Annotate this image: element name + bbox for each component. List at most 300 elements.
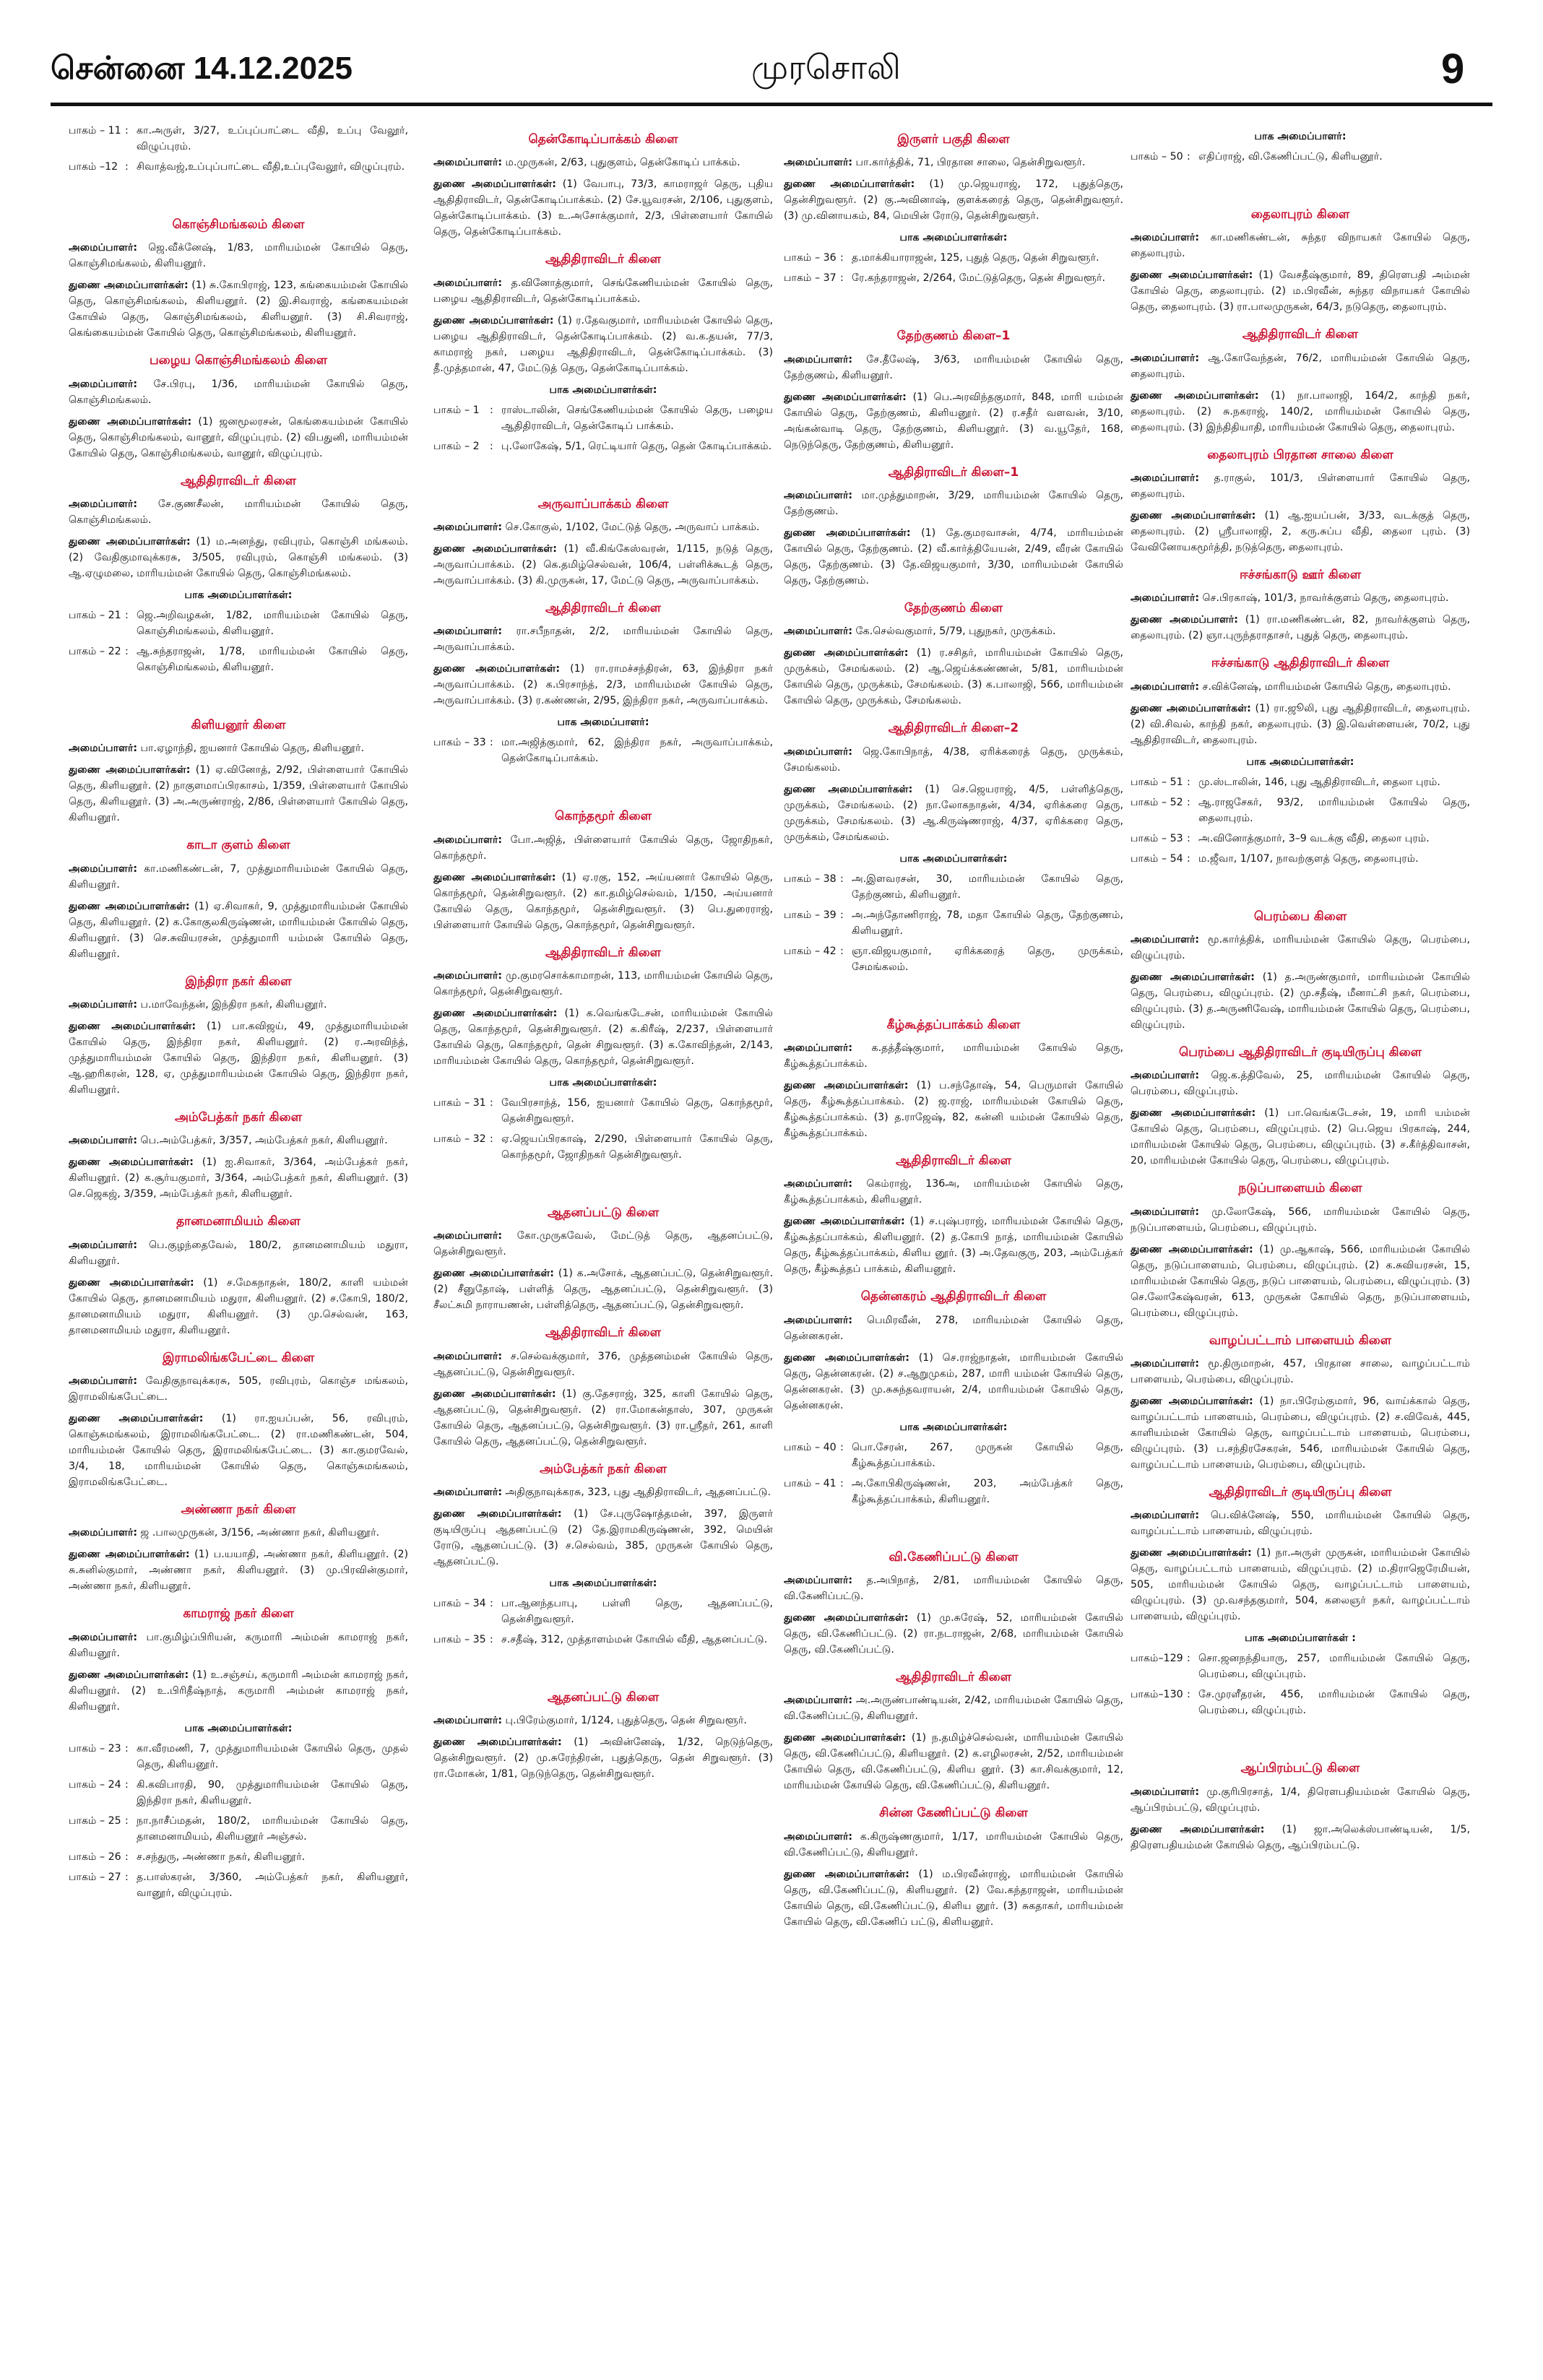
masthead bbox=[0, 0, 1543, 108]
booth-member: கா.வீரமணி, 7, முத்துமாரியம்மன் கோயில் தெரு, முதல் தெரு, கிளியனூர். bbox=[137, 1742, 408, 1770]
role-label: அமைப்பாளர்: bbox=[69, 999, 138, 1011]
booth-number: பாகம் – 50 bbox=[1131, 151, 1183, 163]
member-details: (1) அவின்னேஷ், 1/32, நெடுந்தெரு, தென்சிறுவளூர். (2) மு.சுரேந்திரன், புதுத்தெரு, தென் சிறுவளூர். (3) ரா.மோகன், 1/81, நெடுந்தெரு, தென்சிறுவளூர். bbox=[433, 1736, 773, 1780]
branch-heading: அண்ணா நகர் கிளை bbox=[181, 1502, 296, 1518]
branch-heading: ஆதிதிராவிடர் கிளை bbox=[545, 601, 662, 616]
booth-member: மு.ஸ்டாலின், 146, புது ஆதிதிராவிடர், தைலா புரம். bbox=[1198, 776, 1440, 788]
member-details: அ.அருண்பாண்டியன், 2/42, மாரியம்மன் கோயில் தெரு, வி.கேணிப்பட்டு, கிளியனூர். bbox=[784, 1695, 1123, 1723]
member-entry bbox=[1131, 932, 1470, 964]
member-details: (1) நா.அருள் முருகன், மாரியம்மன் கோயில் தெரு, வாழப்பட்டாம் பாளையம், விழுப்புரம். (2) ம.திராஜெரேமியன், 505, மாரியம்மன் கோயில் தெரு, வாழப்பட்டாம் பாளையம், விழுப்புரம். (3) மு.வசந்தகுமார், 504, கலைஞர் நகர், வாழப்பட்டாம் பாளையம், விழுப்புரம். bbox=[1131, 1547, 1470, 1623]
member-details: (1) ர.சசிதர், மாரியம்மன் கோயில் தெரு, முருக்கம், சேமங்கலம். (2) ஆ.ஜெய்க்கண்ணன், 5/81, மாரியம்மன் கோயில் தெரு, முருக்கம், சேமங்கலம். (3) க.பாலாஜி, 566, மாரியம்மன் கோயில் தெரு, முருக்கம், சேமங்கலம். bbox=[784, 647, 1123, 707]
booth-row bbox=[1131, 831, 1470, 847]
member-details: கா.மணிகண்டன், 7, முத்துமாரியம்மன் கோயில் தெரு, கிளியனூர். bbox=[69, 862, 408, 891]
booth-subheading: பாக அமைப்பாளர்கள்: bbox=[184, 589, 293, 602]
member-entry bbox=[433, 1713, 773, 1728]
booth-number: பாகம் – 23 bbox=[69, 1742, 121, 1754]
role-label: அமைப்பாளர்: bbox=[784, 626, 853, 638]
colon-separator: : bbox=[490, 1097, 493, 1109]
booth-subheading: பாக அமைப்பாளர்கள்: bbox=[549, 384, 657, 396]
role-label: துணை அமைப்பாளர்கள்: bbox=[69, 900, 190, 912]
booth-row bbox=[433, 1131, 773, 1163]
booth-number: பாகம் – 25 bbox=[69, 1814, 121, 1827]
branch-section bbox=[784, 130, 1123, 286]
member-details: ஜெ.வீக்னேஷ், 1/83, மாரியம்மன் கோயில் தெரு, கொஞ்சிமங்கலம், கிளியனூர். bbox=[69, 242, 408, 270]
booth-member: ஏ.ஜெயப்பிரகாஷ், 2/290, பிள்ளையார் கோயில் தெரு, கொந்தமூர், ஜோதிநகர் தென்சிறுவளூர். bbox=[501, 1133, 773, 1161]
member-entry bbox=[433, 1506, 773, 1570]
member-details: (1) வீ.கிங்கேஸ்வரன், 1/115, நடுத் தெரு, அருவாப்பாக்கம். (2) கெ.தமிழ்செல்வன், 106/4, பள்ளிக்கூடத் தெரு, அருவாப்பாக்கம். (3) கி.முருகன், 17, மேட்டு தெரு, அருவாப்பாக்கம். bbox=[433, 543, 773, 587]
booth-row bbox=[433, 402, 773, 434]
member-details: (1) ரா.ஜூலி, புது ஆதிதிராவிடர், தைலாபுரம். (2) வி.சிவல், காந்தி நகர், தைலாபுரம். (3) இ.வெள்ளையன், 70/2, புது ஆதிதிராவிடர், தைலாபுரம். bbox=[1131, 702, 1470, 746]
branch-section bbox=[433, 807, 773, 932]
member-entry bbox=[433, 1386, 773, 1450]
colon-separator: : bbox=[125, 646, 129, 658]
member-details: (1) ரா.ராமச்சந்திரன், 63, இந்திரா நகர் அருவாப்பாக்கம். (2) க.பிரசாந்த், 2/3, மாரியம்மன் கோயில் தெரு, அருவாப்பாக்கம். (3) ர.கண்ணன், 2/95, இந்திரா நகர், அருவாப்பாக்கம். bbox=[433, 663, 773, 707]
member-details: (1) ஜனமூலரசன், கெங்கையம்மன் கோயில் தெரு, கொஞ்சிமங்கலம், வானூர், விழுப்புரம். (2) விபதுனி, மாரியம்மன் கோயில் தெரு, கொஞ்சிமங்கலம், வானூர், விழுப்புரம். bbox=[69, 415, 408, 459]
column-1 bbox=[69, 123, 408, 2369]
booth-member: த.பாஸ்கரன், 3/360, அம்பேத்கர் நகர், கிளியனூர், வானூர், விழுப்புரம். bbox=[137, 1871, 408, 1899]
role-label: துணை அமைப்பாளர்கள்: bbox=[1131, 389, 1259, 402]
role-label: துணை அமைப்பாளர்கள்: bbox=[1131, 1823, 1265, 1835]
branch-heading: தைலாபுரம் கிளை bbox=[1250, 207, 1350, 222]
role-label: அமைப்பாளர்: bbox=[69, 378, 138, 390]
booth-number: பாகம் – 52 bbox=[1131, 796, 1183, 808]
member-details: கெம்ராஜ், 136அ, மாரியம்மன் கோயில் தெரு, கீழ்கூத்தப்பாக்கம், கிளியனூர். bbox=[784, 1178, 1123, 1206]
member-entry bbox=[1131, 1068, 1470, 1099]
member-details: மா.முத்துமாறன், 3/29, மாரியம்மன் கோயில் தெரு, தேற்குணம். bbox=[784, 490, 1123, 518]
member-details: (1) ரா.ஐயப்பன், 56, ரவிபுரம், கொஞ்சுமங்கலம், இராமலிங்கபேட்டை. (2) ரா.மணிகண்டன், 504, மாரியம்மன் கோயில் தெரு, இராமலிங்கபேட்டை. (3) கா.குமரவேல், 3/4, 18, மாரியம்மன் கோயில் தெரு, கொஞ்சுமங்கலம், இராமலிங்கபேட்டை. bbox=[69, 1413, 408, 1489]
branch-section bbox=[433, 495, 773, 589]
booth-number: பாகம் – 39 bbox=[784, 909, 837, 921]
booth-row bbox=[784, 907, 1123, 939]
role-label: துணை அமைப்பாளர்கள்: bbox=[69, 1156, 194, 1169]
role-label: அமைப்பாளர்: bbox=[1131, 680, 1200, 693]
member-details: (1) மு.ஜெயராஜ், 172, புதுத்தெரு, தென்சிறுவளூர். (2) கு.அவினாஷ், குளக்கரைத் தெரு, தென்சிறுவளூர். (3) மு.வினாயகம், 84, மெயின் ரோடு, தென்சிறுவளூர். bbox=[784, 178, 1123, 222]
role-label: அமைப்பாளர்: bbox=[1131, 1786, 1200, 1798]
role-label: துணை அமைப்பாளர்கள்: bbox=[1131, 1547, 1252, 1559]
booth-member: ரே.கந்தராஜன், 2/264, மேட்டுத்தெரு, தென் சிறுவளூர். bbox=[852, 272, 1105, 285]
member-details: மு.லோகேஷ், 566, மாரியம்மன் கோயில் தெரு, நடுப்பாளையம், பெரம்பை, விழுப்புரம். bbox=[1131, 1206, 1470, 1234]
member-entry bbox=[433, 968, 773, 1000]
role-label: அமைப்பாளர்: bbox=[69, 1135, 138, 1147]
role-label: அமைப்பாளர்: bbox=[1131, 472, 1200, 485]
member-entry bbox=[784, 1176, 1123, 1208]
member-details: (1) நா.பிரேம்குமார், 96, வாய்க்கால் தெரு, வாழப்பட்டாம் பாளையம், பெரம்பை, விழுப்புரம். (2) ச.விவேக், 445, காளியம்மன் கோயில் தெரு, வாழப்பட்டாம் பாளையம், பெரம்பை, விழுப்புரம். (3) ப.சந்திரசேகரன், 546, மாரியம்மன் கோயில் தெரு, வாழப்பட்டாம் பாளையம், பெரம்பை, விழுப்புரம். bbox=[1131, 1395, 1470, 1471]
member-entry bbox=[69, 414, 408, 462]
branch-heading: பெரம்பை கிளை bbox=[1253, 909, 1347, 924]
booth-member: சொ.ஜனநந்தியாரு, 257, மாரியம்மன் கோயில் தெரு, பெரம்பை, விழுப்புரம். bbox=[1198, 1653, 1470, 1681]
column-2 bbox=[433, 123, 773, 2369]
colon-separator: : bbox=[840, 909, 844, 921]
member-entry bbox=[1131, 1105, 1470, 1169]
colon-separator: : bbox=[125, 1742, 129, 1754]
member-details: (1) ஏ.ரகு, 152, அய்யனார் கோயில் தெரு, கொந்தமூர், தென்சிறுவளூர். (2) கா.தமிழ்செல்வம், 1/150, அய்யனார் கோயில் தெரு, கொந்தமூர், தென்சிறுவளூர். (3) பெ.துரைராஜ், பிள்ளையார் கோயில் தெரு, கொந்தமூர், தென்சிறுவளூர். bbox=[433, 871, 773, 931]
role-label: துணை அமைப்பாளர்கள்: bbox=[1131, 972, 1255, 984]
booth-row bbox=[1131, 795, 1470, 826]
booth-number: பாகம் – 54 bbox=[1131, 852, 1183, 865]
branch-section bbox=[69, 1349, 408, 1490]
branch-heading: ஆதிதிராவிடர் கிளை bbox=[545, 945, 662, 960]
member-details: பு.பிரேம்குமார், 1/124, புதுத்தெரு, தென் சிறுவளூர். bbox=[505, 1715, 747, 1727]
booth-number: பாகம் – 1 bbox=[433, 404, 480, 416]
member-entry bbox=[69, 1411, 408, 1490]
role-label: துணை அமைப்பாளர்கள்: bbox=[69, 280, 189, 292]
member-entry bbox=[69, 1154, 408, 1202]
role-label: துணை அமைப்பாளர்கள்: bbox=[784, 1080, 909, 1092]
member-entry bbox=[784, 623, 1123, 639]
member-entry bbox=[1131, 701, 1470, 748]
member-details: சே.பிரபு, 1/36, மாரியம்மன் கோயில் தெரு, கொஞ்சிமங்கலம். bbox=[69, 378, 408, 406]
member-details: (1) ஐ.சிவாகர், 3/364, அம்பேத்கர் நகர், கிளியனூர். (2) க.சூர்யகுமார், 3/364, அம்பேத்கர் நகர், கிளியனூர். (3) செ.ஜெகஜ், 3/359, அம்பேத்கர் நகர், கிளியனூர். bbox=[69, 1156, 408, 1200]
booth-number: பாகம் – 35 bbox=[433, 1634, 486, 1646]
booth-number: பாகம் – 11 bbox=[69, 125, 121, 137]
colon-separator: : bbox=[125, 610, 129, 622]
booth-row bbox=[433, 735, 773, 766]
role-label: அமைப்பாளர்: bbox=[433, 626, 503, 638]
branch-heading: தைலாபுரம் பிரதான சாலை கிளை bbox=[1207, 447, 1393, 462]
role-label: அமைப்பாளர்: bbox=[433, 970, 503, 982]
member-details: (1) ப.சந்தோஷ், 54, பெருமாள் கோயில் தெரு, கீழ்கூத்தப்பாக்கம். (2) ஜ.ராஜ், மாரியம்மன் கோயில் தெரு, கீழ்கூத்தப்பாக்கம். (3) த.ராஜேஷ், 82, கன்னி யம்மன் கோயில் தெரு, கீழ்கூத்தப்பாக்கம். bbox=[784, 1080, 1123, 1140]
booth-number: பாகம் – 22 bbox=[69, 646, 121, 658]
booth-row bbox=[69, 1741, 408, 1773]
member-entry bbox=[69, 1630, 408, 1661]
role-label: துணை அமைப்பாளர்கள்: bbox=[69, 1276, 194, 1289]
branch-section bbox=[69, 972, 408, 1098]
role-label: அமைப்பாளர்: bbox=[69, 1239, 138, 1251]
member-details: (1) ப.யயாதி, அண்ணா நகர், கிளியனூர். (2) சு.சுனில்குமார், அண்ணா நகர், கிளியனூர். (3) மு.பிரவின்குமார், அண்ணா நகர், கிளியனூர். bbox=[69, 1549, 408, 1593]
role-label: துணை அமைப்பாளர்கள்: bbox=[784, 527, 911, 540]
booth-number: பாகம் – 21 bbox=[69, 610, 121, 622]
booth-row bbox=[1131, 1650, 1470, 1682]
member-entry bbox=[1131, 969, 1470, 1033]
member-details: பெ.குழந்தைவேல், 180/2, தானமனாமியம் மதுரா, கிளியனூர். bbox=[69, 1239, 408, 1267]
branch-heading: தானமனாமியம் கிளை bbox=[176, 1214, 301, 1229]
member-entry bbox=[784, 1078, 1123, 1141]
role-label: துணை அமைப்பாளர்கள்: bbox=[433, 1508, 562, 1520]
booth-member: பொ.சேரன், 267, முருகன் கோயில் தெரு, கீழ்கூத்தப்பாக்கம். bbox=[852, 1441, 1123, 1469]
member-entry bbox=[784, 1312, 1123, 1344]
branch-section bbox=[433, 130, 773, 240]
issue-date: சென்னை 14.12.2025 bbox=[51, 51, 353, 86]
branch-section bbox=[1131, 1759, 1470, 1853]
booth-member: அ.கோபிகிருஷ்ணன், 203, அம்பேத்கர் தெரு, கீழ்கூத்தப்பாக்கம், கிளியனூர். bbox=[852, 1477, 1123, 1505]
member-entry bbox=[69, 1546, 408, 1594]
branch-section bbox=[1131, 205, 1470, 315]
role-label: துணை அமைப்பாளர்கள்: bbox=[69, 1549, 190, 1561]
branch-section bbox=[784, 326, 1123, 452]
role-label: துணை அமைப்பாளர்கள்: bbox=[1131, 510, 1256, 522]
member-details: அதிகுநாவுக்கரசு, 323, புது ஆதிதிராவிடர், ஆதனப்பட்டு. bbox=[505, 1487, 772, 1499]
booth-row bbox=[784, 250, 1123, 266]
column-4 bbox=[1131, 123, 1470, 2369]
booth-number: பாகம் – 31 bbox=[433, 1097, 486, 1109]
member-details: ஆ.கோவேந்தன், 76/2, மாரியம்மன் கோயில் தெரு, தைலாபுரம். bbox=[1131, 352, 1470, 380]
member-details: (1) தே.குமரவாசன், 4/74, மாரியம்மன் கோயில் தெரு, தேற்குணம். (2) வீ.கார்த்தியேயன், 2/49, வீரன் கோயில் தெரு, தேற்குணம். (3) தே.விஜயகுமார், 3/30, மாரியம்மன் கோயில் தெரு, தேற்குணம். bbox=[784, 527, 1123, 587]
colon-separator: : bbox=[125, 125, 129, 137]
branch-section bbox=[784, 719, 1123, 974]
member-entry bbox=[69, 1133, 408, 1148]
member-entry bbox=[784, 744, 1123, 776]
booth-member: ஞா.விஜயகுமார், ஏரிக்கரைத் தெரு, முருக்கம், சேமங்கலம். bbox=[852, 945, 1123, 973]
member-details: (1) வேசதீஷ்குமார், 89, திரௌபதி அம்மன் கோயில் தெரு, தைலாபுரம். (2) ம.பிரவீன், சுந்தர விநாயகர் கோயில் தெரு, தைலாபுரம். (3) ரா.பாலமுருகன், 64/3, நடுதெரு, தைலாபுரம். bbox=[1131, 269, 1470, 313]
role-label: துணை அமைப்பாளர்கள்: bbox=[784, 391, 907, 403]
role-label: அமைப்பாளர்: bbox=[1131, 934, 1200, 946]
branch-heading: வி.கேணிப்பட்டு கிளை bbox=[889, 1549, 1019, 1565]
branch-section bbox=[1131, 325, 1470, 435]
member-details: (1) க.அசோக், ஆதனப்பட்டு, தென்சிறுவளூர். (2) சீனுதோஷ், பள்ளித் தெரு, ஆதனப்பட்டு, தென்சிறுவளூர். (3) சீலட்சுமி நாராயணன், பள்ளித்தெரு, ஆதனப்பட்டு, தென்சிறுவளூர். bbox=[433, 1268, 773, 1312]
branch-heading: ஆதனப்பட்டு கிளை bbox=[547, 1690, 660, 1705]
member-entry bbox=[433, 1005, 773, 1069]
colon-separator: : bbox=[490, 1634, 493, 1646]
member-entry bbox=[1131, 1784, 1470, 1816]
colon-separator: : bbox=[840, 252, 844, 264]
member-entry bbox=[1131, 388, 1470, 436]
colon-separator: : bbox=[125, 1851, 129, 1863]
booth-subheading: பாக அமைப்பாளர்கள்: bbox=[549, 1077, 657, 1089]
booth-member: பா.ஆனந்தபாபு, பள்ளி தெரு, ஆதனப்பட்டு, தென்சிறுவளூர். bbox=[501, 1598, 773, 1626]
member-entry bbox=[69, 740, 408, 756]
member-entry bbox=[784, 1350, 1123, 1414]
branch-section bbox=[69, 716, 408, 826]
branch-heading: அருவாப்பாக்கம் கிளை bbox=[537, 496, 669, 511]
colon-separator: : bbox=[840, 1441, 844, 1453]
member-details: செ.கோகுல், 1/102, மேட்டுத் தெரு, அருவாப் பாக்கம். bbox=[505, 522, 760, 534]
member-entry bbox=[1131, 1545, 1470, 1624]
member-entry bbox=[433, 661, 773, 709]
booth-number: பாகம் – 26 bbox=[69, 1851, 121, 1863]
member-details: (1) பா.வெங்கடேசன், 19, மாரி யம்மன் கோயில் தெரு, பெரம்பை, விழுப்புரம். (2) பெ.ஜெய பிரகாஷ், 244, மாரியம்மன் கோயில் தெரு, பெரம்பை, விழுப்புரம். (3) ச.கீர்த்திவாசன், 20, மாரியம்மன் கோயில் தெரு, பெரம்பை, விழுப்புரம். bbox=[1131, 1107, 1470, 1167]
booth-row bbox=[784, 871, 1123, 903]
branch-section bbox=[69, 123, 408, 175]
member-details: பெ.அம்பேத்கர், 3/357, அம்பேத்கர் நகர், கிளியனூர். bbox=[140, 1135, 388, 1147]
colon-separator: : bbox=[1187, 151, 1190, 163]
branch-heading: ஆதிதிராவிடர் கிளை bbox=[545, 252, 662, 267]
member-entry bbox=[433, 1265, 773, 1313]
role-label: அமைப்பாளர்: bbox=[784, 157, 853, 169]
member-entry bbox=[784, 525, 1123, 589]
branch-section bbox=[433, 1203, 773, 1313]
booth-number: பாகம் – 51 bbox=[1131, 776, 1183, 788]
role-label: அமைப்பாளர்: bbox=[1131, 1358, 1200, 1370]
member-details: (1) சு.கோபிராஜ், 123, கங்கையம்மன் கோயில் தெரு, கொஞ்சிமங்கலம், கிளியனூர். (2) இ.சிவராஜ், கங்கையம்மன் கோயில் தெரு, கொஞ்சிமங்கலம், கிளியனூர். (3) சி.சிவராஜ், கெங்கையம்மன் கோயில் தெரு, கொஞ்சிமங்கலம், கிளியனூர். bbox=[69, 280, 408, 339]
colon-separator: : bbox=[1187, 1689, 1190, 1701]
member-entry bbox=[69, 899, 408, 962]
member-details: (1) உ.சஞ்சய், கருமாரி அம்மன் காமராஜ் நகர், கிளியனூர். (2) உ.பிரிதீஷ்நாத், கருமாரி அம்மன் காமராஜ் நகர், கிளியனூர். bbox=[69, 1669, 408, 1713]
role-label: அமைப்பாளர்: bbox=[784, 1830, 853, 1843]
member-details: பா.ஏழாந்தி, ஐயனார் கோயில் தெரு, கிளியனூர். bbox=[140, 743, 365, 755]
booth-number: பாகம் – 38 bbox=[784, 873, 837, 885]
role-label: துணை அமைப்பாளர்கள்: bbox=[1131, 1395, 1253, 1408]
member-details: கா.மணிகண்டன், சுந்தர விநாயகர் கோயில் தெரு, தைலாபுரம். bbox=[1131, 232, 1470, 260]
colon-separator: : bbox=[1187, 832, 1190, 844]
colon-separator: : bbox=[490, 1598, 493, 1610]
role-label: அமைப்பாளர்: bbox=[433, 1715, 503, 1727]
member-entry bbox=[69, 1525, 408, 1541]
member-details: ப.மாவேந்தன், இந்திரா நகர், கிளியனூர். bbox=[140, 999, 327, 1011]
branch-section bbox=[1131, 446, 1470, 555]
booth-number: பாகம் – 34 bbox=[433, 1598, 486, 1610]
role-label: அமைப்பாளர்: bbox=[1131, 1070, 1200, 1082]
member-details: (1) சே.புருஷோத்தமன், 397, இருளர் குடியிருப்பு ஆதனப்பட்டு (2) தே.இராமகிருஷ்ணன், 392, மெயின் ரோடு, ஆதனப்பட்டு. (3) ச.செல்வம், 385, முருகன் கோயில் தெரு, ஆதனப்பட்டு. bbox=[433, 1508, 773, 1568]
colon-separator: : bbox=[1187, 852, 1190, 865]
role-label: துணை அமைப்பாளர்கள்: bbox=[69, 1669, 189, 1681]
branch-heading: இராமலிங்கபேட்டை கிளை bbox=[162, 1350, 315, 1365]
role-label: துணை அமைப்பாளர்கள்: bbox=[433, 1268, 554, 1280]
branch-section bbox=[69, 351, 408, 461]
role-label: அமைப்பாளர்: bbox=[69, 1375, 138, 1388]
role-label: துணை அமைப்பாளர்கள்: bbox=[784, 1351, 909, 1364]
member-entry bbox=[784, 1610, 1123, 1658]
branch-section bbox=[1131, 1331, 1470, 1473]
colon-separator: : bbox=[125, 1814, 129, 1827]
branch-heading: கிளியனூர் கிளை bbox=[191, 718, 286, 733]
role-label: அமைப்பாளர்: bbox=[784, 1695, 853, 1707]
booth-number: பாகம் – 42 bbox=[784, 945, 837, 957]
role-label: அமைப்பாளர்: bbox=[784, 1314, 853, 1326]
booth-member: ச.சந்துரு, அண்ணா நகர், கிளியனூர். bbox=[137, 1851, 306, 1863]
role-label: துணை அமைப்பாளர்கள்: bbox=[1131, 1107, 1256, 1120]
branch-section bbox=[433, 943, 773, 1163]
booth-member: கா.அருள், 3/27, உப்புப்பாட்டை வீதி, உப்பு வேலூர், விழுப்புரம். bbox=[137, 125, 408, 152]
page-number: 9 bbox=[1441, 46, 1465, 92]
role-label: துணை அமைப்பாளர்கள்: bbox=[69, 415, 192, 428]
branch-heading: அம்பேத்கர் நகர் கிளை bbox=[175, 1110, 302, 1125]
member-details: க.தத்தீஷ்குமார், மாரியம்மன் கோயில் தெரு, கீழ்கூத்தப்பாக்கம். bbox=[784, 1042, 1123, 1070]
role-label: துணை அமைப்பாளர்கள்: bbox=[433, 1388, 556, 1400]
booth-member: நா.நாசீப்மதன், 180/2, மாரியம்மன் கோயில் தெரு, தானமனாமியம், கிளியனூர் அஞ்சல். bbox=[137, 1814, 408, 1843]
member-details: மு.குமரசொக்காமாறன், 113, மாரியம்மன் கோயில் தெரு, கொந்தமூர், தென்சிறுவளூர். bbox=[433, 970, 773, 998]
member-details: செ.பிரகாஷ், 101/3, நாவர்க்குளம் தெரு, தைலாபுரம். bbox=[1202, 592, 1449, 605]
role-label: அமைப்பாளர்: bbox=[433, 1350, 503, 1362]
member-details: (1) ம.அனந்து, ரவிபுரம், கொஞ்சி மங்கலம். (2) வேதிகுமாவுக்கரசு, 3/505, ரவிபுரம், கொஞ்சி மங்கலம். (3) ஆ.ஏழுமலை, மாரியம்மன் கோயில் தெரு, கொஞ்சிமங்கலம். bbox=[69, 536, 408, 580]
branch-heading: ஈச்சங்காடு ஊர் கிளை bbox=[1239, 568, 1362, 583]
branch-section bbox=[784, 463, 1123, 589]
member-entry bbox=[69, 1373, 408, 1405]
role-label: துணை அமைப்பாளர்கள்: bbox=[433, 871, 556, 883]
colon-separator: : bbox=[490, 737, 493, 749]
booth-row bbox=[433, 1632, 773, 1648]
role-label: அமைப்பாளர்: bbox=[69, 1631, 138, 1643]
booth-row bbox=[784, 270, 1123, 286]
role-label: துணை அமைப்பாளர்கள்: bbox=[69, 536, 191, 548]
role-label: அமைப்பாளர்: bbox=[784, 353, 853, 365]
booth-row bbox=[784, 1440, 1123, 1471]
branch-section bbox=[784, 599, 1123, 709]
branch-section bbox=[784, 1668, 1123, 1793]
booth-row bbox=[433, 1095, 773, 1127]
booth-member: ஜெ.அறிவழகன், 1/82, மாரியம்மன் கோயில் தெரு, கொஞ்சிமங்கலம், கிளியனூர். bbox=[137, 610, 408, 638]
member-details: ஜ .பாலமுருகன், 3/156, அண்ணா நகர், கிளியனூர். bbox=[140, 1527, 380, 1539]
member-entry bbox=[784, 1040, 1123, 1072]
booth-number: பாகம் – 40 bbox=[784, 1441, 837, 1453]
colon-separator: : bbox=[840, 945, 844, 957]
member-details: பெமிரவீன், 278, மாரியம்மன் கோயில் தெரு, தென்னகரன். bbox=[784, 1314, 1123, 1342]
role-label: துணை அமைப்பாளர்கள்: bbox=[784, 1612, 909, 1624]
role-label: துணை அமைப்பாளர்கள்: bbox=[784, 783, 913, 795]
colon-separator: : bbox=[125, 1871, 129, 1883]
member-entry bbox=[433, 623, 773, 655]
role-label: துணை அமைப்பாளர்கள்: bbox=[433, 543, 557, 555]
member-details: (1) மு.சுரேஷ், 52, மாரியம்மன் கோயில் தெரு, வி.கேணிப்பட்டு. (2) ரா.நடராஜன், 2/68, மாரியம்மன் கோயில் தெரு, வி.கேணிப்பட்டு. bbox=[784, 1612, 1123, 1656]
member-details: ஜெ.க.த்திவேல், 25, மாரியம்மன் கோயில் தெரு, பெரம்பை, விழுப்புரம். bbox=[1131, 1070, 1470, 1098]
branch-section bbox=[69, 1604, 408, 1900]
member-entry bbox=[433, 519, 773, 535]
member-details: த.ராகுல், 101/3, பிள்ளையார் கோயில் தெரு, தைலாபுரம். bbox=[1131, 472, 1470, 501]
member-details: ச.விக்னேஷ், மாரியம்மன் கோயில் தெரு, தைலாபுரம். bbox=[1202, 680, 1451, 693]
branch-section bbox=[784, 1548, 1123, 1658]
booth-member: பு.லோகேஷ், 5/1, ரெட்டியார் தெரு, தென் கோடிப்பாக்கம். bbox=[501, 440, 772, 452]
role-label: துணை அமைப்பாளர்: bbox=[1131, 614, 1238, 626]
role-label: அமைப்பாளர்: bbox=[784, 1178, 853, 1190]
booth-row bbox=[69, 1869, 408, 1901]
branch-heading: இருளர் பகுதி கிளை bbox=[897, 132, 1010, 147]
booth-member: கி.கவிபாரதி, 90, முத்துமாரியம்மன் கோயில் தெரு, இந்திரா நகர், கிளியனூர். bbox=[137, 1778, 408, 1806]
branch-heading: கொந்தமூர் கிளை bbox=[555, 809, 652, 824]
member-entry bbox=[69, 997, 408, 1013]
member-details: ச.செல்வக்குமார், 376, முத்தனம்மன் கோயில் தெரு, ஆதனப்பட்டு, தென்சிறுவளூர். bbox=[433, 1350, 773, 1378]
member-entry bbox=[784, 488, 1123, 519]
booth-number: பாகம் – 33 bbox=[433, 737, 486, 749]
colon-separator: : bbox=[125, 161, 129, 173]
booth-member: சே.முரளீதரன், 456, மாரியம்மன் கோயில் தெரு, பெரம்பை, விழுப்புரம். bbox=[1198, 1689, 1470, 1717]
member-details: சே.குணசீலன், மாரியம்மன் கோயில் தெரு, கொஞ்சிமங்கலம். bbox=[69, 498, 408, 527]
colon-separator: : bbox=[840, 873, 844, 885]
booth-row bbox=[1131, 851, 1470, 867]
booth-number: பாகம் – 27 bbox=[69, 1871, 121, 1883]
member-entry bbox=[433, 832, 773, 864]
role-label: துணை அமைப்பாளர்கள்: bbox=[433, 1008, 558, 1020]
member-entry bbox=[433, 541, 773, 589]
member-details: ம.முருகன், 2/63, புதுகுளம், தென்கோடிப் பாக்கம். bbox=[505, 157, 740, 169]
member-entry bbox=[1131, 230, 1470, 261]
colon-separator: : bbox=[1187, 1653, 1190, 1665]
booth-member: ம.ஜீவா, 1/107, நாவற்குளத் தெரு, தைலாபுரம். bbox=[1198, 852, 1419, 865]
role-label: துணை அமைப்பாளர்கள்: bbox=[69, 764, 191, 776]
branch-section bbox=[1131, 1179, 1470, 1320]
member-details: (1) ஏ.சிவாகர், 9, முத்துமாரியம்மன் கோயில் தெரு, கிளியனூர். (2) க.கோகுலகிருஷ்ணன், மாரியம்மன் கோயில் தெரு, கிளியனூர். (3) செ.சுவியரசன், முத்துமாரி யம்மன் கோயில் தெரு, கிளியனூர். bbox=[69, 900, 408, 960]
role-label: அமைப்பாளர்: bbox=[433, 834, 503, 846]
member-details: க.கிருஷ்ணகுமார், 1/17, மாரியம்மன் கோயில் தெரு, வி.கேணிப்பட்டு, கிளியனூர். bbox=[784, 1830, 1123, 1858]
branch-heading: ஆதிதிராவிடர் கிளை bbox=[180, 473, 297, 488]
member-details: (1) பா.கவிஜய், 49, முத்துமாரியம்மன் கோயில் தெரு, இந்திரா நகர், கிளியனூர். (2) ர.அரவிந்த், முத்துமாரியம்மன் கோயில் தெரு, இந்திரா நகர், கிளியனூர். (3) ஆ.ஹரிகரன், 128, ஏ, முத்துமாரியம்மன் கோயில் தெரு, இந்திரா நகர், கிளியனூர். bbox=[69, 1021, 408, 1096]
booth-member: ஆ.ராஜசேகர், 93/2, மாரியம்மன் கோயில் தெரு, தைலாபுரம். bbox=[1198, 796, 1470, 824]
member-details: (1) க.வெங்கடேசன், மாரியம்மன் கோயில் தெரு, கொந்தமூர், தென்சிறுவளூர். (2) க.கிரீஷ், 2/237, பிள்ளையார் கோயில் தெரு, கொந்தமூர், தென் சிறுவளூர். (3) க.கோவிந்தன், 2/143, மாரியம்மன் கோயில் தெரு, கொந்தமூர், தென்சிறுவளூர். bbox=[433, 1008, 773, 1068]
member-details: பா.குமிழ்ப்பிரியன், கருமாரி அம்மன் காமராஜ் நகர், கிளியனூர். bbox=[69, 1631, 408, 1659]
member-details: த.வினோத்குமார், செங்கேணியம்மன் கோயில் தெரு, பழைய ஆதிதிராவிடர், தென்கோடிப்பாக்கம். bbox=[433, 277, 773, 305]
booth-member: அ.வினோத்குமார், 3–9 வடக்கு வீதி, தைலா புரம். bbox=[1198, 832, 1430, 844]
member-details: பெ.விக்னேஷ், 550, மாரியம்மன் கோயில் தெரு, வாழப்பட்டாம் பாளையம், விழுப்புரம். bbox=[1131, 1510, 1470, 1538]
member-details: வேதிகுநாவுக்கரசு, 505, ரவிபுரம், கொஞ்ச மங்கலம், இராமலிங்கபேட்டை. bbox=[69, 1375, 408, 1403]
branch-section bbox=[1131, 566, 1470, 644]
booth-row bbox=[1131, 1687, 1470, 1718]
branch-heading: ஆதிதிராவிடர் கிளை bbox=[545, 1325, 662, 1341]
newspaper-title: முரசொலி bbox=[751, 48, 901, 87]
role-label: அமைப்பாளர்: bbox=[784, 745, 853, 758]
member-entry bbox=[433, 275, 773, 307]
role-label: துணை அமைப்பாளர்கள்: bbox=[784, 1216, 905, 1228]
member-details: மு.குரிபிரசாத், 1/4, திரௌபதியம்மன் கோயில் தெரு, ஆப்பிரம்பட்டு, விழுப்புரம். bbox=[1131, 1786, 1470, 1814]
role-label: துணை அமைப்பாளர்கள்: bbox=[1131, 1243, 1253, 1255]
member-details: (1) பெ.அரவிந்தகுமார், 848, மாரி யம்மன் கோயில் தெரு, தேற்குணம், கிளியனூர். (2) ர.சதீர் வளவன், 3/10, அங்கன்வாடி தெரு, தேற்குணம், கிளியனூர். (3) வ.யூதேர், 168, நெடுந்தெரு, தேற்குணம், கிளியனூர். bbox=[784, 391, 1123, 451]
branch-section bbox=[433, 1688, 773, 1782]
branch-heading: ஆதனப்பட்டு கிளை bbox=[547, 1206, 660, 1221]
member-entry bbox=[1131, 350, 1470, 382]
member-details: ஜெ.கோபிநாத், 4/38, ஏரிக்கரைத் தெரு, முருக்கம், சேமங்கலம். bbox=[784, 745, 1123, 774]
branch-heading: காடா குளம் கிளை bbox=[186, 838, 290, 853]
column-3 bbox=[784, 123, 1123, 2369]
member-entry bbox=[433, 1734, 773, 1782]
member-entry bbox=[69, 277, 408, 341]
member-entry bbox=[784, 645, 1123, 709]
